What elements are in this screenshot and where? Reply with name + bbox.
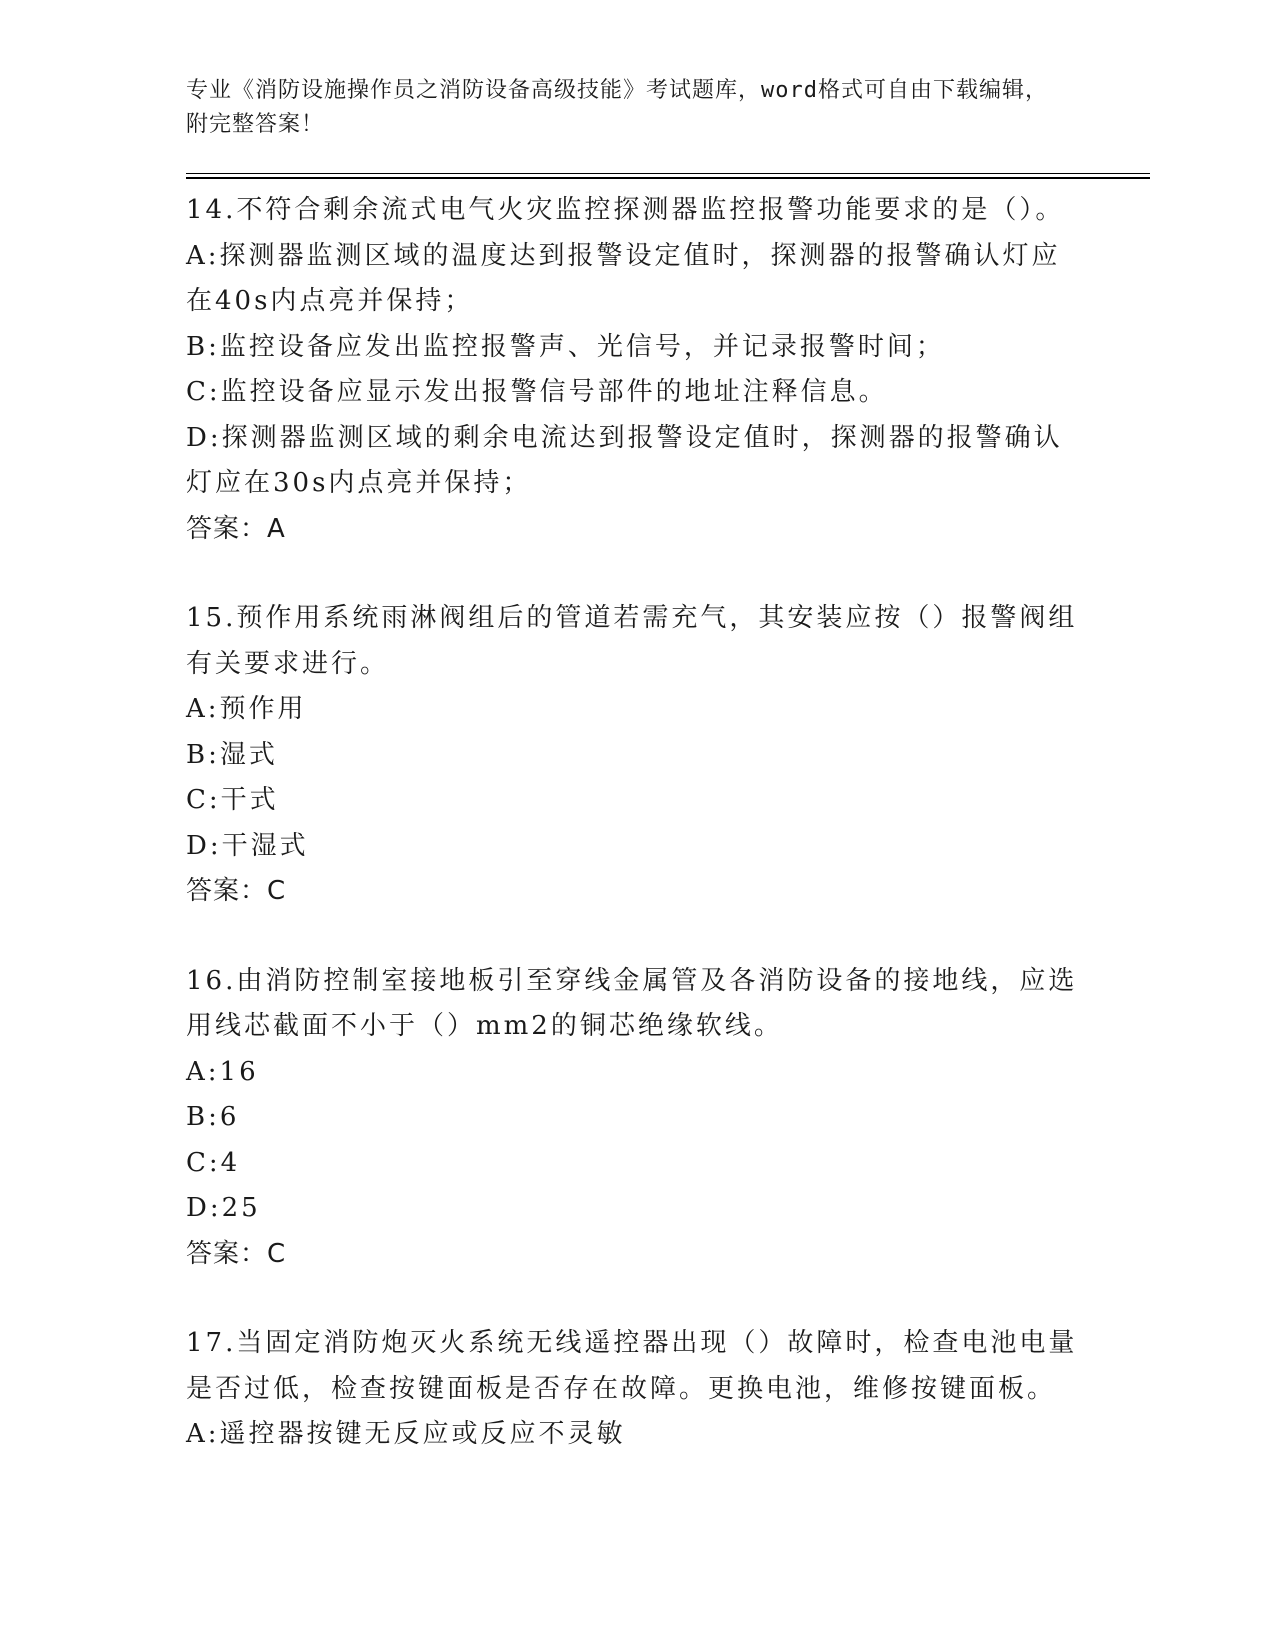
document-header: 专业《消防设施操作员之消防设备高级技能》考试题库，word格式可自由下载编辑，附完整答案！ [186, 78, 1048, 137]
option-a: A:探测器监测区域的温度达到报警设定值时，探测器的报警确认灯应在40s内点亮并保持； [186, 240, 1061, 316]
option-b: B:6 [186, 1102, 240, 1132]
option-d: D:干湿式 [186, 830, 309, 861]
option-b: B:监控设备应发出监控报警声、光信号，并记录报警时间； [186, 331, 945, 362]
question-14 [186, 188, 1086, 552]
option-b: B:湿式 [186, 739, 278, 770]
option-c: C:监控设备应显示发出报警信号部件的地址注释信息。 [186, 377, 888, 407]
question-stem: 15.预作用系统雨淋阀组后的管道若需充气，其安装应按（）报警阀组有关要求进行。 [186, 603, 1078, 679]
option-a: A:遥控器按键无反应或反应不灵敏 [186, 1419, 626, 1449]
question-stem: 16.由消防控制室接地板引至穿线金属管及各消防设备的接地线，应选用线芯截面不小于（）mm2的铜芯绝缘软线。 [186, 965, 1078, 1041]
question-15 [186, 596, 1086, 915]
option-c: C:干式 [186, 785, 279, 815]
option-d: D:探测器监测区域的剩余电流达到报警设定值时，探测器的报警确认灯应在30s内点亮并保持； [186, 422, 1063, 498]
option-c: C:4 [186, 1147, 241, 1178]
question-stem: 17.当固定消防炮灭火系统无线遥控器出现（）故障时，检查电池电量是否过低，检查按键面板是否存在故障。更换电池，维修按键面板。 [186, 1328, 1078, 1404]
option-a: A:预作用 [186, 694, 307, 724]
question-list [186, 188, 1086, 1502]
header-rule-thin [186, 173, 1150, 174]
question-stem: 14.不符合剩余流式电气火灾监控探测器监控报警功能要求的是（）。 [186, 195, 1065, 225]
option-a: A:16 [186, 1056, 259, 1087]
question-16 [186, 959, 1086, 1278]
answer-label: 答案：C [186, 876, 287, 906]
option-d: D:25 [186, 1193, 261, 1223]
answer-label: 答案：A [186, 513, 286, 544]
header-rule-thick [186, 177, 1150, 179]
answer-label: 答案：C [186, 1238, 287, 1269]
question-17 [186, 1321, 1086, 1458]
